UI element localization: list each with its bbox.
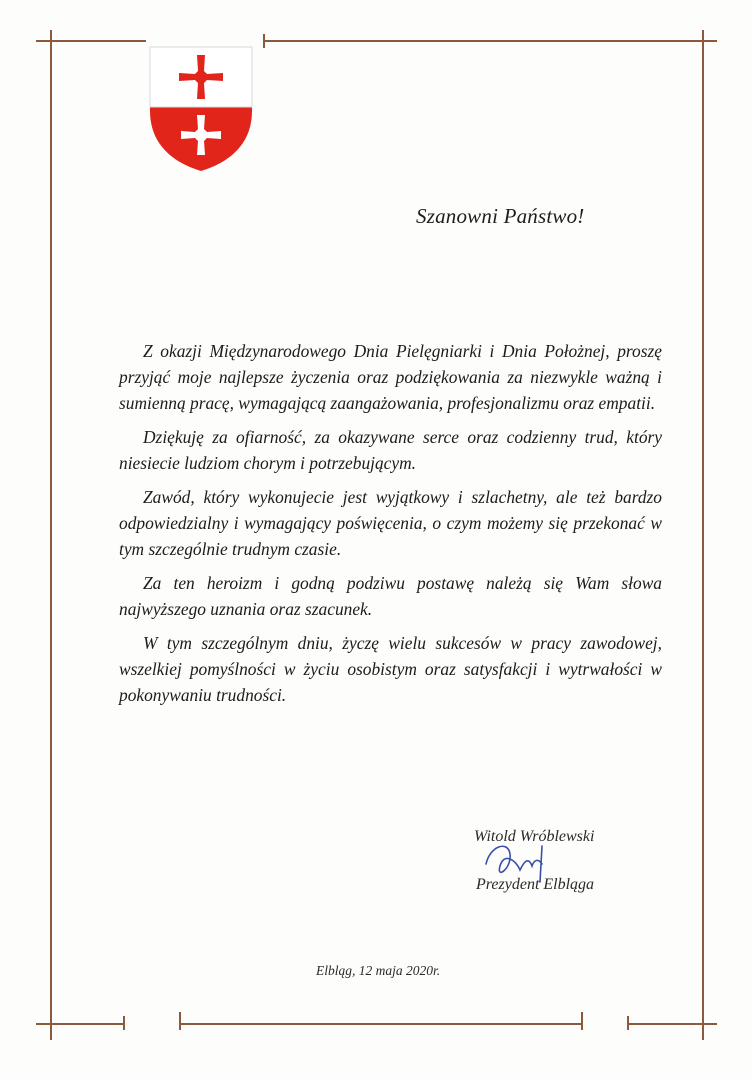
greeting-heading: Szanowni Państwo! (416, 204, 585, 228)
paragraph: Zawód, który wykonujecie jest wyjątkowy i szlachetny, ale też bardzo odpowiedzialny i wymagający poświęcenia, o czym możemy się przekonać w tym szczególnie trudnym czasie. (119, 487, 662, 559)
signer-name: Witold Wróblewski (474, 828, 595, 845)
paragraph: Z okazji Międzynarodowego Dnia Pielęgniarki i Dnia Położnej, proszę przyjąć moje najlepsze życzenia oraz podziękowania za niezwykle ważną i sumienną pracę, wymagającą zaangażowania, profesjonalizmu oraz empatii. (119, 341, 662, 413)
dateline: Elbląg, 12 maja 2020r. (316, 963, 441, 978)
letter-body (119, 338, 662, 716)
paragraph: Za ten heroizm i godną podziwu postawę należą się Wam słowa najwyższego uznania oraz szacunek. (119, 573, 662, 619)
signer-title: Prezydent Elbląga (476, 876, 595, 893)
paragraph: W tym szczególnym dniu, życzę wielu sukcesów w pracy zawodowej, wszelkiej pomyślności w życiu osobistym oraz satysfakcji i wytrwałości w pokonywaniu trudności. (119, 633, 662, 705)
paragraph: Dziękuję za ofiarność, za okazywane serce oraz codzienny trud, który niesiecie ludziom chorym i potrzebującym. (119, 427, 662, 473)
coat-of-arms-icon (148, 45, 254, 173)
